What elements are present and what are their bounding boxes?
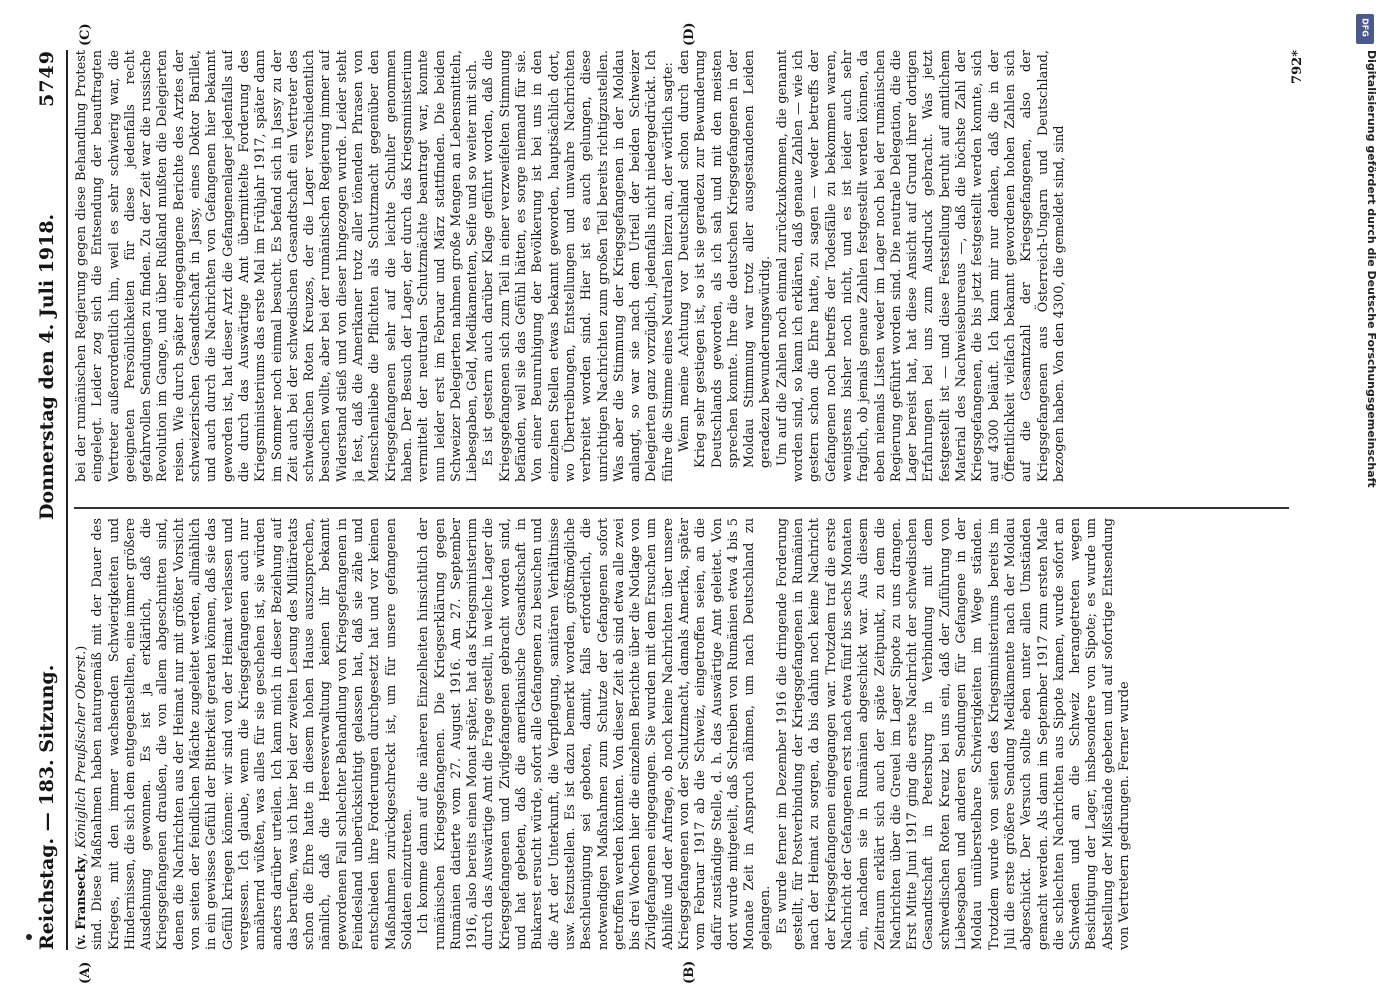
dot-mark xyxy=(26,934,32,940)
margin-mark-b: (B) xyxy=(682,960,697,984)
column-divider xyxy=(74,508,1289,510)
footer-number: 792* xyxy=(1290,50,1305,84)
paragraph: Um auf die Zahlen noch einmal zurückzukommen, die genannt worden sind, so kann ich erklären, daß genaue Zahlen — wie ich gestern schon die Ehre hatte, zu sagen — weder betreffs der Gefangenen noch betreffs der Todesfälle zu bekommen waren, wenigstens bisher noch nicht, und es ist leider auch sehr fraglich, ob jemals genaue Zahlen festgestellt werden können, da eben niemals Listen weder im Lager noch bei der rumänischen Regierung geführt worden sind. Die neutrale Delegation, die die Lager bereist hat, hat diese Ansicht auf Grund ihrer dortigen Erfahrungen bei uns zum Ausdruck gebracht. Was jetzt festgestellt ist — und diese Feststellung beruht auf amtlichem Material des Nachweisebureaus —, daß die höchste Zahl der Kriegsgefangenen, die bis jetzt festgestellt werden konnte, sich auf 4300 beläuft. Ich kann mir nur denken, daß die in der Öffentlichkeit vielfach bekannt gewordenen hohen Zahlen sich auf die Gesamtzahl der Kriegsgefangenen, also der Kriegsgefangenen aus Österreich-Ungarn und Deutschland, bezogen haben. Von den 4300, die gemeldet sind, sind xyxy=(774,50,1067,482)
speaker-paragraph: (v. Fransecky, Königlich Preußischer Oberst.) xyxy=(74,645,89,950)
header-rule xyxy=(66,50,68,950)
paragraph: sind. Diese Maßnahmen haben naturgemäß mit der Dauer des Krieges, mit den immer wachsenden Schwierigkeiten und Hindernissen, die sich dem entgegenstellten, eine immer größere Ausdehnung gewonnen. Es ist ja erklärlich, daß die Kriegsgefangenen draußen, die von allem abgeschnitten sind, denen die Nachrichten aus der Heimat nur mit größter Vorsicht von seiten der feindlichen Mächte zugeleitet werden, allmählich in ein gewisses Gefühl der Bitterkeit geraten können, daß sie das Gefühl kriegen können: wir sind von der Heimat verlassen und vergessen. Ich glaube, wenn die Kriegsgefangenen auch nur annähernd wüßten, was alles für sie geschehen ist, sie würden anders darüber urteilen. Ich kann mich in dieser Beziehung auf das berufen, was ich hier bei der zweiten Lesung des Militäretats schon die Ehre hatte in diesem hohen Hause auszusprechen, nämlich, daß die Heeresverwaltung keinen ihr bekannt gewordenen Fall schlechter Behandlung von Kriegsgefangenen in Feindesland unberücksichtigt gelassen hat, daß sie zähe und entschieden ihre Forderungen durchgesetzt hat und vor keinen Maßnahmen zurückgeschreckt ist, um für unsere gefangenen Soldaten einzutreten. xyxy=(90,518,415,950)
paragraph: bei der rumänischen Regierung gegen diese Behandlung Protest eingelegt. Leider zog sich die Entsendung der beauftragten Vertreter außerordentlich hin, weil es sehr schwierig war, die geeigneten Persönlichkeiten für diese jedenfalls recht gefahrvollen Sendungen zu finden. Zu der Zeit war die russische Revolution im Gange, und über Rußland mußten die Delegierten reisen. Wie durch später eingegangene Berichte des Arztes der schweizerischen Gesandtschaft in Jassy, eines Doktor Barillet, und auch durch die Nachrichten von Gefangenen hier bekannt geworden ist, hat dieser Arzt die Gefangenenlager jedenfalls auf die durch das Auswärtige Amt übermittelte Forderung des Kriegsministeriums das erste Mal im Frühjahr 1917, später dann im Sommer noch einmal besucht. Es befand sich in Jassy zu der Zeit auch bei der schwedischen Gesandtschaft ein Vertreter des schwedischen Roten Kreuzes, der die Lager verschiedentlich besuchen wollte, aber bei der rumänischen Regierung immer auf Widerstand stieß und von dieser hingezogen wurde. Leider steht ja fest, daß die Amerikaner trotz aller tönenden Phrasen von Menschenliebe die Pflichten als Schutzmacht gegenüber den Kriegsgefangenen sehr auf die leichte Schulter genommen haben. Der Besuch der Lager, der durch das Kriegsministerium vermittelt der neutralen Schutzmächte beantragt war, konnte nun leider erst im Februar und März stattfinden. Die beiden Schweizer Delegierten nahmen große Mengen an Lebensmitteln, Liebesgaben, Geld, Medikamenten, Seife und so weiter mit sich. xyxy=(74,50,481,482)
dfg-logo-text: DFG xyxy=(1360,18,1370,37)
right-column xyxy=(74,50,1289,482)
paragraph: Ich komme dann auf die näheren Einzelheiten hinsichtlich der rumänischen Kriegsgefangenen. Die Kriegserklärung gegen Rumänien datierte vom 27. August 1916. Am 27. September 1916, also bereits einen Monat später, hat das Kriegsministerium durch das Auswärtige Amt die Frage gestellt, in welche Lager die Kriegsgefangenen und Zivilgefangenen gebracht worden sind, und hat gebeten, daß die amerikanische Gesandtschaft in Bukarest ersucht würde, sofort alle Gefangenen zu besuchen und die Art der Unterkunft, die Verpflegung, sanitären Verhältnisse usw. festzustellen. Es ist dazu bemerkt worden, größtmögliche Beschleunigung sei geboten, damit, falls erforderlich, die notwendigen Maßnahmen zum Schutze der Gefangenen sofort getroffen werden könnten. Von dieser Zeit ab sind etwa alle zwei bis drei Wochen hier die einzelnen Berichte über die Notlage von Zivilgefangenen eingegangen. Sie wurden mit dem Ersuchen um Abhilfe und der Anfrage, ob noch keine Nachrichten über unsere Kriegsgefangenen von der Schutzmacht, damals Amerika, später vom Februar 1917 ab die Schweiz, eingetroffen seien, an die dafür zuständige Stelle, d. h. das Auswärtige Amt geleitet. Von dort wurde mitgeteilt, daß Schreiben von Rumänien etwa 4 bis 5 Monate Zeit in Anspruch nähmen, um nach Deutschland zu gelangen. xyxy=(416,518,774,950)
header-session: Reichstag. — 183. Sitzung. xyxy=(36,664,58,950)
left-column xyxy=(74,518,1289,950)
attribution-strip xyxy=(1352,10,1378,990)
speaker-name: v. Fransecky xyxy=(74,856,89,945)
margin-mark-d: (D) xyxy=(682,22,697,46)
page-number: 5749 xyxy=(36,50,58,107)
header-date: Donnerstag den 4. Juli 1918. xyxy=(36,213,58,520)
quoted-paragraph: Wenn meine Achtung vor Deutschland schon durch den Krieg sehr gestiegen ist, so ist sie geradezu zur Bewunderung Deutschlands geworden, als ich sah und mit den meisten sprechen konnte. Ihre die deutschen Kriegsgefangenen in der Moldau Stimmung war trotz aller ausgestandenen Leiden geradezu bewunderungswürdig. xyxy=(676,50,774,468)
page-header xyxy=(36,50,62,950)
paragraph: Es wurde ferner im Dezember 1916 die dringende Forderung gestellt, für Postverbindung der Kriegsgefangenen in Rumänien nach der Heimat zu sorgen, da bis dahin noch keine Nachricht der Kriegsgefangenen eingegangen war. Trotzdem traf die erste Nachricht der Gefangenen erst nach etwa fünf bis sechs Monaten ein, nachdem sie in Rumänien abgeschickt war. Aus diesem Zeitraum erklärt sich auch der späte Zeitpunkt, zu dem die Nachrichten über die Greuel im Lager Sipote zu uns drangen. Erst Mitte Juni 1917 ging die erste Nachricht der schwedischen Gesandtschaft in Petersburg in Verbindung mit dem schwedischen Roten Kreuz bei uns ein, daß der Zuführung von Liebesgaben und anderen Sendungen für Gefangene in der Moldau unüberstelbare Schwierigkeiten im Wege ständen. Trotzdem wurde von seiten des Kriegsministeriums bereits im Juli die erste größere Sendung Medikamente nach der Moldau abgeschickt. Der Versuch sollte eben unter allen Umständen gemacht werden. Als dann im September 1917 zum ersten Male die schlechten Nachrichten aus Sipote kamen, wurde sofort an Schweden und an die Schweiz herangetreten wegen Besichtigung der Lager, insbesondere von Sipote; es wurde um Abstellung der Mißstände gebeten und auf sofortige Entsendung von Vertretern gedrungen. Ferner wurde xyxy=(774,518,1132,950)
paragraph: Es ist gestern auch darüber Klage geführt worden, daß die Kriegsgefangenen sich zum Teil in einer verzweifelten Stimmung befänden, weil sie das Gefühl hätten, es sorge niemand für sie. Von einer Beunruhigung der Bevölkerung ist bei uns in den einzelnen Stellen etwas bekannt geworden, hauptsächlich dort, wo Übertreibungen, Entstellungen und unwahre Nachrichten verbreitet worden sind. Hier ist es auch gelungen, diese unrichtigen Nachrichten zum großen Teil bereits richtigzustellen. Was aber die Stimmung der Kriegsgefangenen in der Moldau anlangt, so war sie nach dem Urteil der beiden Schweizer Delegierten ganz vorzüglich, jedenfalls nicht niedergedrückt. Ich führe die Stimme eines Neutralen hierzu an, der wörtlich sagte: xyxy=(481,50,676,482)
attribution-text: Digitalisierung gefördert durch die Deutsche Forschungsgemeinschaft xyxy=(1365,50,1378,488)
margin-mark-c: (C) xyxy=(78,23,93,46)
dfg-logo-icon xyxy=(1356,14,1374,44)
speaker-role: Königlich Preußischer Oberst. xyxy=(74,650,89,849)
margin-mark-a: (A) xyxy=(78,961,93,984)
